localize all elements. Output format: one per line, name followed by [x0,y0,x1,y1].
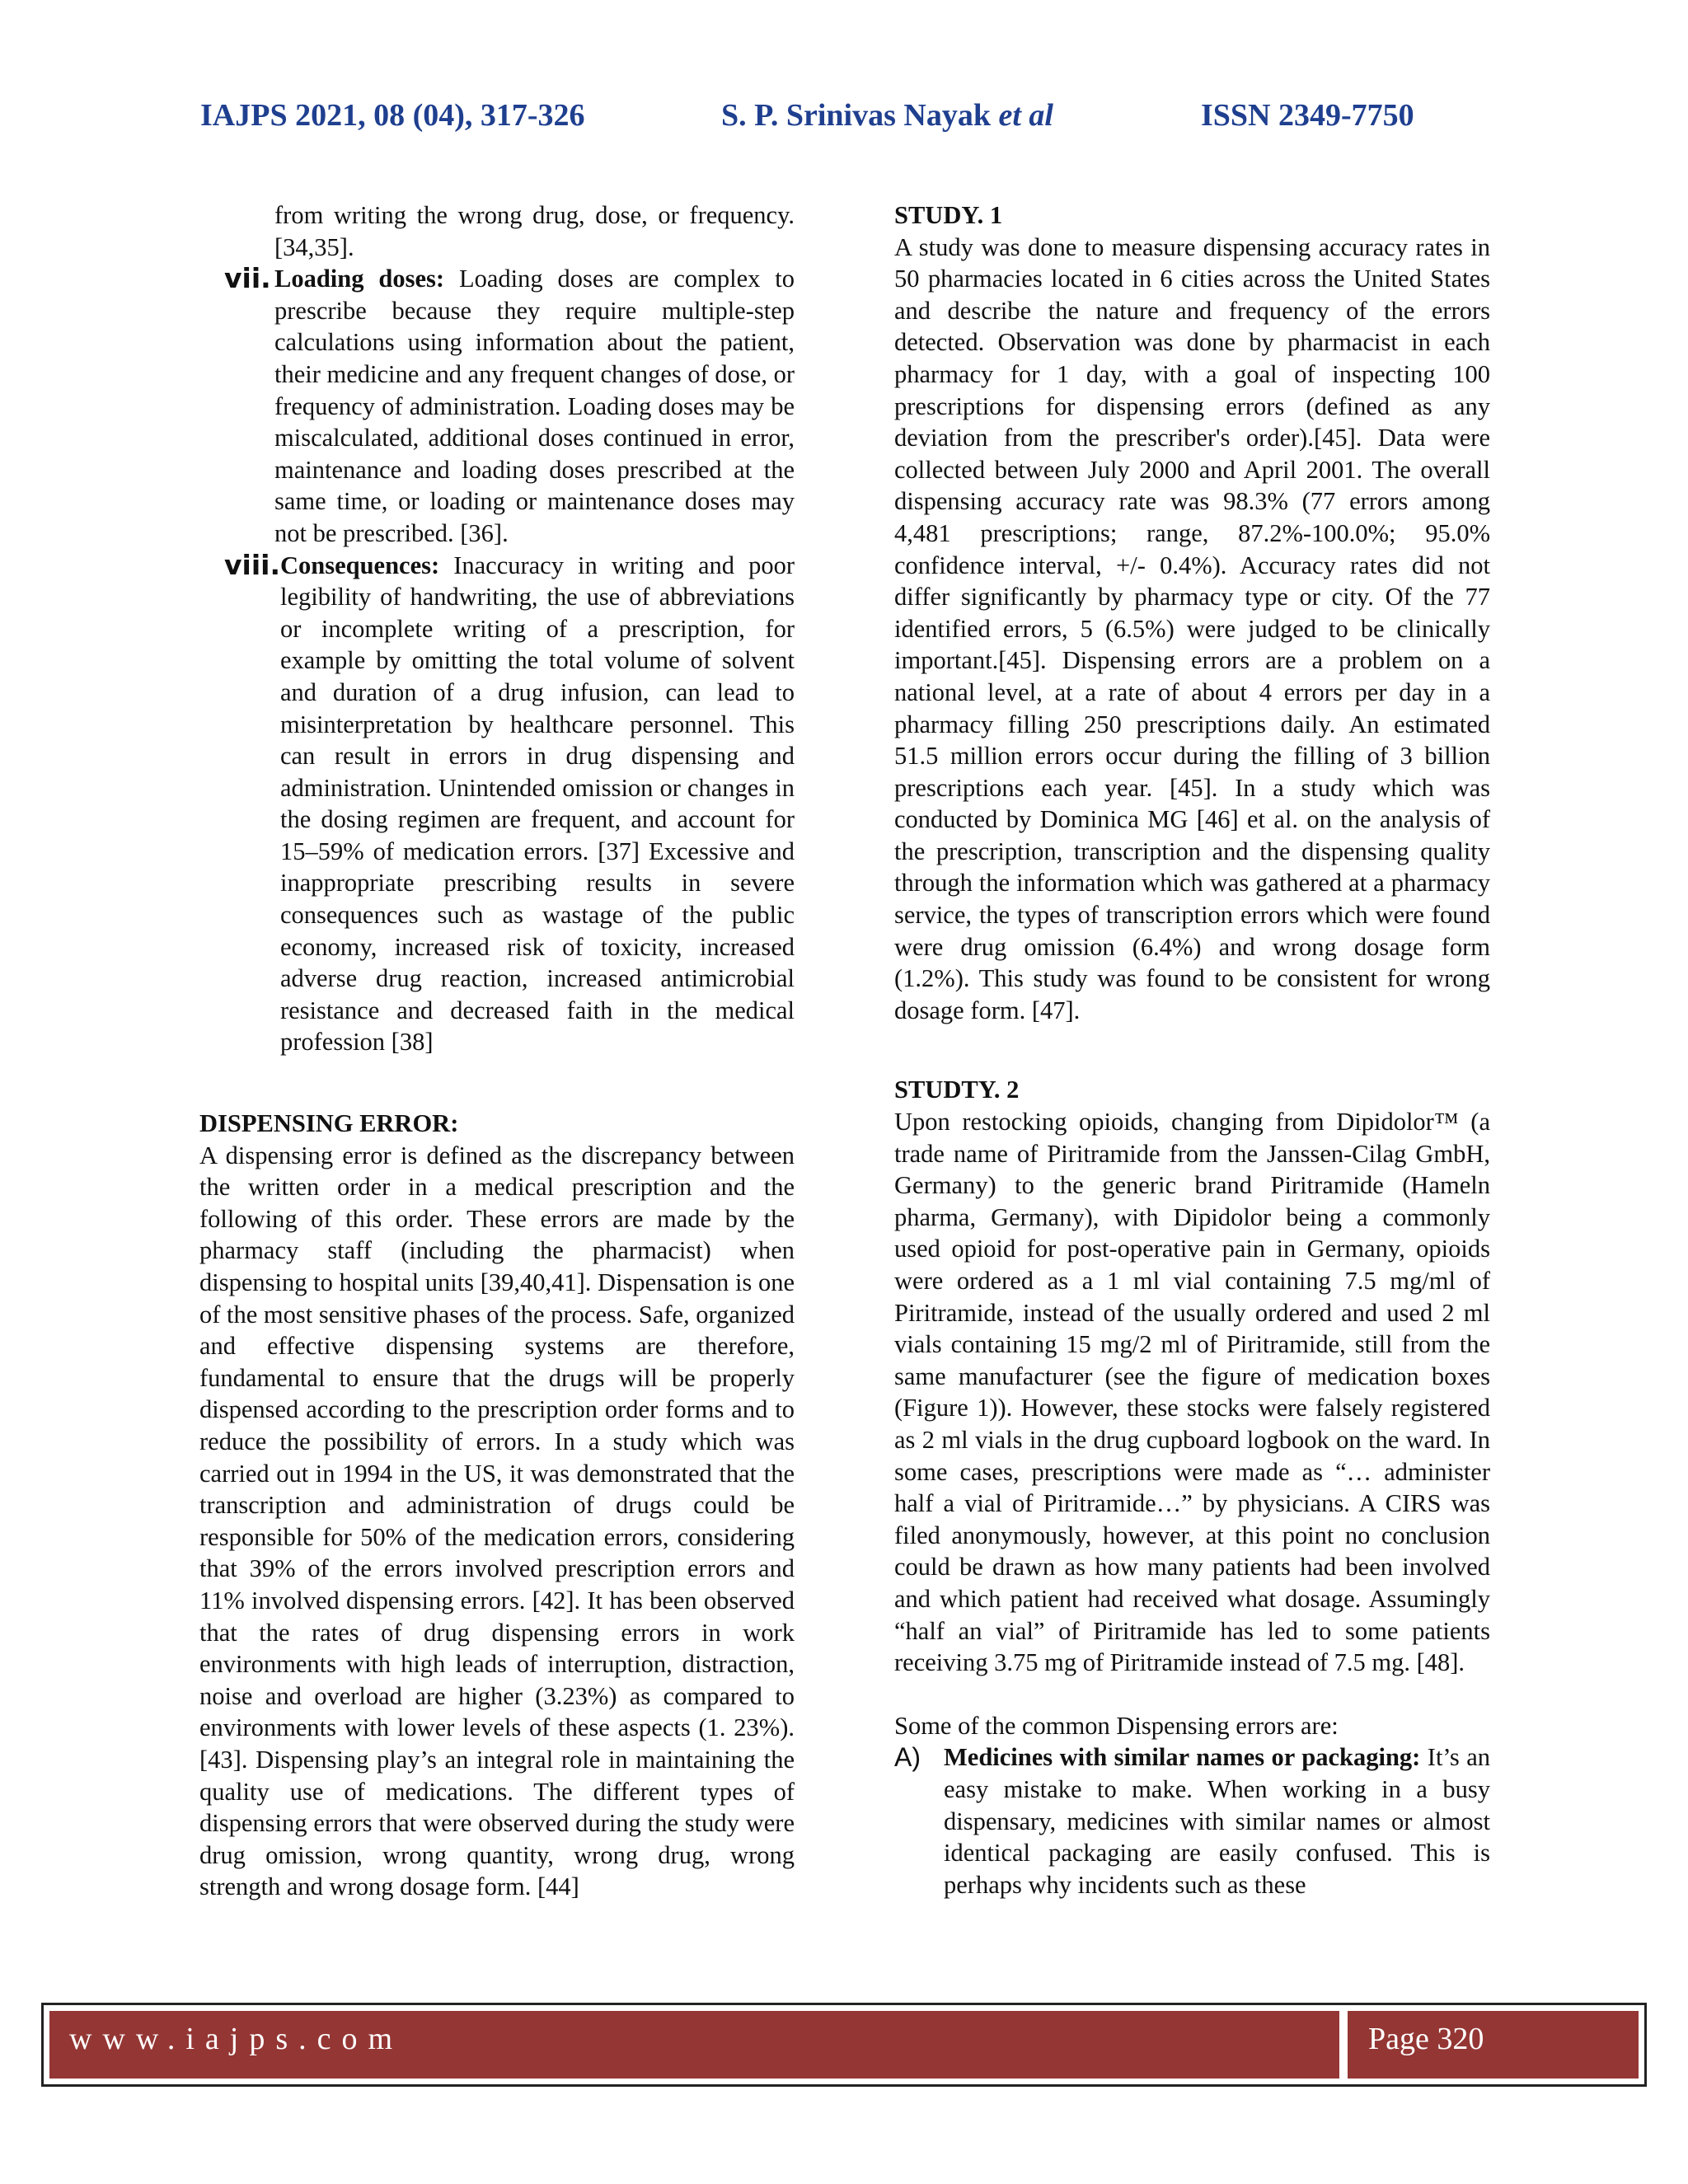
study-1-paragraph: A study was done to measure dispensing accuracy rates in 50 pharmacies located in 6 cities across the United States and describe the nature and frequency of the errors detected. Observation was done by pharmacist in each pharmacy for 1 day, with a goal of inspecting 100 prescriptions for dispensing errors (defined as any deviation from the prescriber's order).[45]. Data were collected between July 2000 and April 2001. The overall dispensing accuracy rate was 98.3% (77 errors among 4,481 prescriptions; range, 87.2%-100.0%; 95.0% confidence interval, +/- 0.4%). Accuracy rates did not differ significantly by pharmacy type or city. Of the 77 identified errors, 5 (6.5%) were judged to be clinically important.[45]. Dispensing errors are a problem on a national level, at a rate of about 4 errors per day in a pharmacy filling 250 prescriptions daily. An estimated 51.5 million errors occur during the filling of 3 billion prescriptions each year. [45]. In a study which was conducted by Dominica MG [46] et al. on the analysis of the prescription, transcription and the dispensing quality through the information which was gathered at a pharmacy service, the types of transcription errors which were found were drug omission (6.4%) and wrong dosage form (1.2%). This study was found to be consistent for wrong dosage form. [47]. [894,232,1490,1024]
item-text: Loading doses are complex to prescribe because they require multiple-step calculations using information about the patient, their medicine and any frequent changes of dose, or frequency of administration. Loading doses may be miscalculated, additional doses continued in error, maintenance and loading doses prescribed at the same time, or loading or maintenance doses may not be prescribed. [36]. [274,265,795,547]
footer-website[interactable]: www.iajps.com [69,2022,404,2056]
author-names: S. P. Srinivas Nayak [721,98,999,133]
continuation-text: from writing the wrong drug, dose, or frequency. [34,35]. [274,201,795,261]
list-marker: vii. [224,262,271,295]
item-label: Medicines with similar names or packaging: [944,1743,1421,1772]
list-item-a [894,1741,1490,1900]
et-al: et al [998,98,1053,133]
page-number: Page 320 [1368,2022,1484,2056]
item-text: It’s an easy mistake to make. When working in a busy dispensary, medicines with similar names or almost identical packaging are easily confused. This is perhaps why incidents such as these [944,1743,1491,1899]
journal-citation: IAJPS 2021, 08 (04), 317-326 [200,98,585,133]
footer-divider [1339,2011,1348,2079]
study-2-paragraph: Upon restocking opioids, changing from Dipidolor™ (a trade name of Piritramide from the Janssen-Cilag GmbH, Germany) to the generic brand Piritramide (Hameln pharma, Germany), with Dipidolor being a commonly used opioid for post-operative pain in Germany, opioids were ordered as a 1 ml vial containing 7.5 mg/ml of Piritramide, instead of the usually ordered and used 2 ml vials containing 15 mg/2 ml of Piritramide, still from the same manufacturer (see the figure of medication boxes (Figure 1)). However, these stocks were falsely registered as 2 ml vials in the drug cupboard logbook on the ward. In some cases, prescriptions were made as “… administer half a vial of Piritramide…” by physicians. A CIRS was filed anonymously, however, at this point no conclusion could be drawn as how many patients had been involved and which patient had received what dosage. Assumingly “half an vial” of Piritramide has led to some patients receiving 3.75 mg of Piritramide instead of 7.5 mg. [48]. [894,1108,1490,1677]
section-title-dispensing-error: DISPENSING ERROR: [199,1109,459,1138]
dispensing-error-paragraph: A dispensing error is defined as the discrepancy between the written order in a medical prescription and the following of this order. These errors are made by the pharmacy staff (including the pharmacist) when dispensing to hospital units [39,40,41]. Dispensation is one of the most sensitive phases of the process. Safe, organized and effective dispensing systems are therefore, fundamental to ensure that the drugs will be properly dispensed according to the prescription order forms and to reduce the possibility of errors. In a study which was carried out in 1994 in the US, it was demonstrated that the transcription and administration of drugs could be responsible for 50% of the medication errors, considering that 39% of the errors involved prescription errors and 11% involved dispensing errors. [42]. It has been observed that the rates of drug dispensing errors in work environments with high leads of interruption, distraction, noise and overload are higher (3.23%) as compared to environments with lower levels of these aspects (1. 23%). [43]. Dispensing play’s an integral role in maintaining the quality use of medications. The different types of dispensing errors that were observed during the study were drug omission, wrong quantity, wrong drug, wrong strength and wrong dosage form. [44] [199,1141,795,1901]
left-column [199,199,795,1903]
list-item-vii [199,263,795,549]
list-item-body [944,1741,1490,1900]
issn: ISSN 2349-7750 [1201,98,1414,133]
right-column [894,199,1490,1900]
section-title-study-2: STUDTY. 2 [894,1076,1020,1104]
item-label: Consequences: [279,551,440,579]
list-marker: A) [894,1742,921,1773]
section-title-study-1: STUDY. 1 [894,201,1003,229]
list-marker: viii. [224,548,280,581]
list-item-viii [199,550,795,1059]
item-text: Inaccuracy in writing and poor legibility of handwriting, the use of abbreviations or incomplete writing of a prescription, for example by omitting the total volume of solvent and duration of a drug infusion, can lead to misinterpretation by healthcare personnel. This can result in errors in drug dispensing and administration. Unintended omission or changes in the dosing regimen are frequent, and account for 15–59% of medication errors. [37] Excessive and inappropriate prescribing results in severe consequences such as wastage of the public economy, increased risk of toxicity, increased adverse drug reaction, increased antimicrobial resistance and decreased faith in the medical profession [38] [279,551,795,1057]
list-item-body [280,550,795,1059]
author-line [721,97,1053,134]
list-item-body [274,263,795,549]
item-label: Loading doses: [274,265,445,293]
common-errors-intro: Some of the common Dispensing errors are: [894,1711,1339,1740]
page-header [0,97,1688,138]
list-continuation [199,199,795,263]
